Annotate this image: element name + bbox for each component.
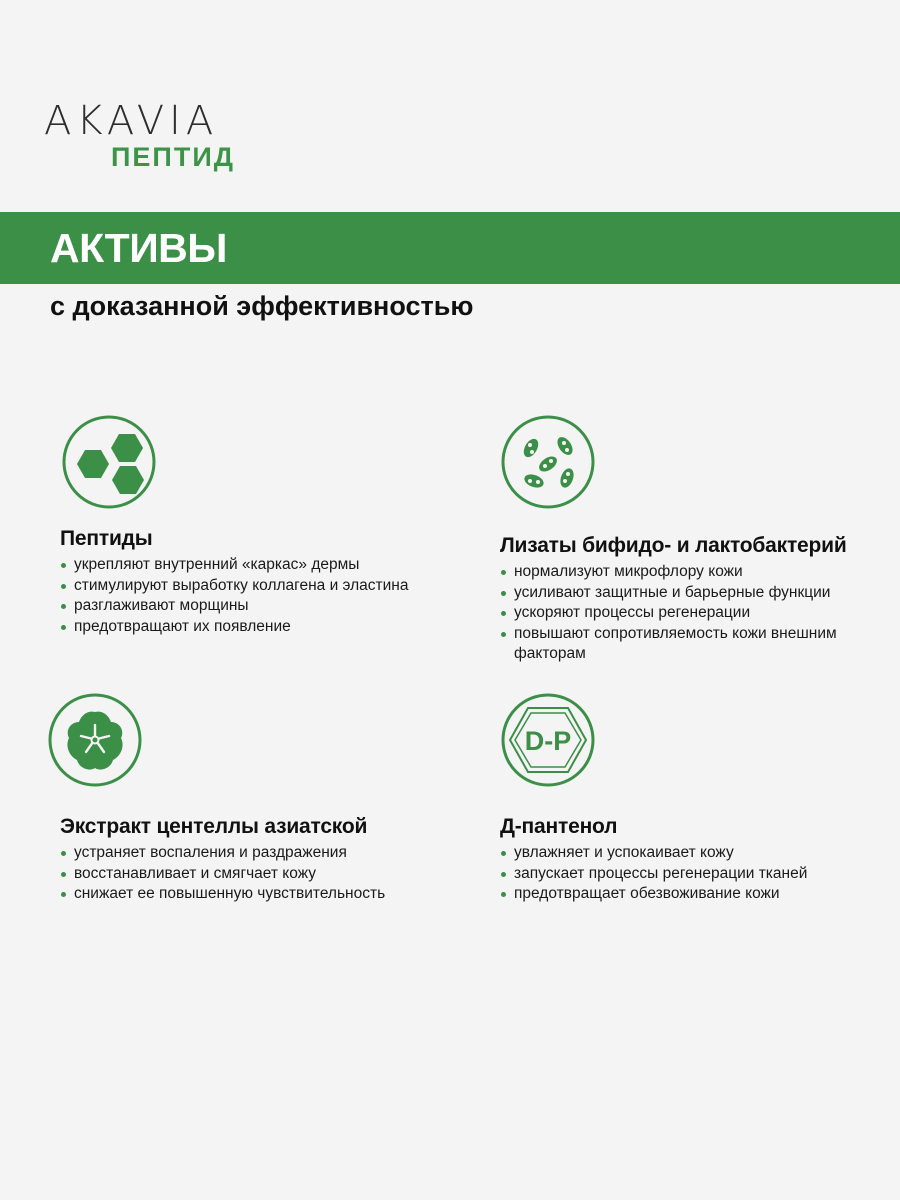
list-item: предотвращает обезвоживание кожи bbox=[500, 884, 900, 905]
active-title: Лизаты бифидо- и лактобактерий bbox=[500, 534, 847, 557]
hexagons-icon bbox=[61, 414, 157, 510]
list-item: нормализуют микрофлору кожи bbox=[500, 562, 900, 583]
page-subtitle: с доказанной эффективностью bbox=[50, 291, 474, 321]
bullet-list bbox=[500, 562, 900, 665]
brand-line: ПЕПТИД bbox=[111, 142, 235, 172]
centella-flower-icon bbox=[47, 692, 143, 788]
page-title: АКТИВЫ bbox=[50, 225, 227, 271]
list-item: предотвращают их появление bbox=[60, 617, 460, 638]
list-item: ускоряют процессы регенерации bbox=[500, 603, 900, 624]
list-item: усиливают защитные и барьерные функции bbox=[500, 583, 900, 604]
active-title: Пептиды bbox=[60, 527, 153, 550]
bullet-list bbox=[60, 555, 460, 637]
list-item: укрепляют внутренний «каркас» дермы bbox=[60, 555, 460, 576]
active-title: Д-пантенол bbox=[500, 815, 618, 838]
title-banner bbox=[0, 212, 900, 284]
brand-logo bbox=[44, 98, 235, 172]
active-panthenol bbox=[500, 814, 900, 905]
bacteria-icon bbox=[500, 414, 596, 510]
list-item: увлажняет и успокаивает кожу bbox=[500, 843, 900, 864]
list-item: разглаживают морщины bbox=[60, 596, 460, 617]
bullet-list bbox=[500, 843, 900, 905]
list-item: восстанавливает и смягчает кожу bbox=[60, 864, 460, 885]
list-item: снижает ее повышенную чувствительность bbox=[60, 884, 460, 905]
list-item: устраняет воспаления и раздражения bbox=[60, 843, 460, 864]
list-item: запускает процессы регенерации тканей bbox=[500, 864, 900, 885]
icon-text: D-P bbox=[524, 726, 572, 756]
active-lysates bbox=[500, 533, 900, 665]
active-peptides bbox=[60, 526, 460, 637]
d-panthenol-icon bbox=[500, 692, 596, 788]
active-title: Экстракт центеллы азиатской bbox=[60, 815, 368, 838]
bullet-list bbox=[60, 843, 460, 905]
brand-name: AKAVIA bbox=[44, 98, 219, 144]
list-item: повышают сопротивляемость кожи внешним факторам bbox=[500, 624, 900, 665]
list-item: стимулируют выработку коллагена и эластина bbox=[60, 576, 460, 597]
active-centella bbox=[60, 814, 460, 905]
